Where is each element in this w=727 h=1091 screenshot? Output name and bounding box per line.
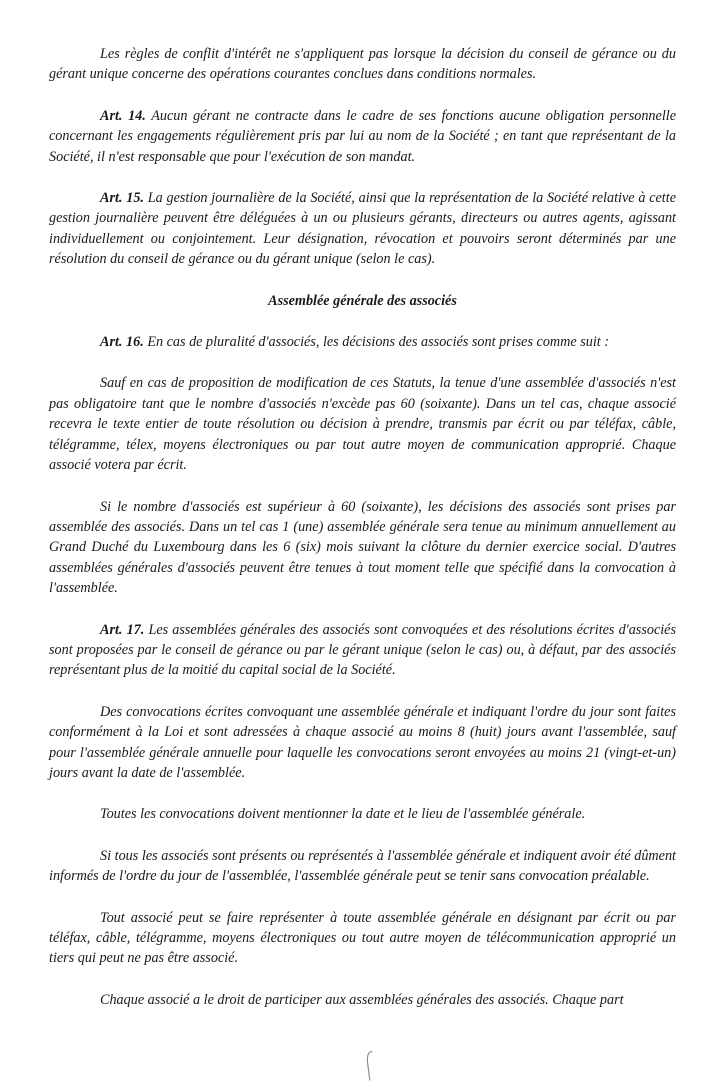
handwritten-mark: [364, 1050, 374, 1082]
article-label: Art. 14.: [100, 107, 146, 124]
article-label: Art. 16.: [100, 334, 144, 351]
article-label: Art. 15.: [100, 190, 144, 207]
paragraph-text: En cas de pluralité d'associés, les décisions des associés sont prises comme suit :: [143, 334, 610, 351]
article-label: Art. 17.: [100, 621, 145, 638]
section-heading: Assemblée générale des associés: [268, 292, 457, 309]
paragraph-text: Aucun gérant ne contracte dans le cadre de ses fonctions aucune obligation personnelle concernant les engagements régulièrement pris par lui au nom de la Société ; en tant que représentant de la Société, il n'est responsable que pour l'exécution de son mandat.: [49, 107, 676, 165]
paragraph-art-14: [49, 106, 676, 167]
paragraph-art-15: [49, 188, 676, 270]
paragraph-text: Si le nombre d'associés est supérieur à 60 (soixante), les décisions des associés sont prises par assemblée des associés. Dans un tel cas 1 (une) assemblée générale sera tenue au minimum annuellement au Grand Duché du Luxembourg dans les 6 (six) mois suivant la clôture du dernier exercice social. D'autres assemblées générales d'associés peuvent être tenues à tout moment telle que spécifié dans la convocation à l'assemblée.: [49, 498, 676, 597]
paragraph-convocation-content: [49, 804, 676, 824]
paragraph-text: Les règles de conflit d'intérêt ne s'appliquent pas lorsque la décision du conseil de gérance ou du gérant unique concerne des opérations courantes conclues dans conditions normales.: [49, 46, 676, 83]
paragraph-text: Si tous les associés sont présents ou représentés à l'assemblée générale et indiquent avoir été dûment informés de l'ordre du jour de l'assemblée, l'assemblée générale peut se tenir sans convocation préalable.: [49, 847, 676, 885]
paragraph-text: Tout associé peut se faire représenter à toute assemblée générale en désignant par écrit ou par téléfax, câble, télégramme, moyens électroniques ou tout autre moyen de télécommunication approprié un tiers qui peut ne pas être associé.: [49, 909, 676, 967]
paragraph-text: La gestion journalière de la Société, ainsi que la représentation de la Société relative à cette gestion journalière peuvent être déléguées à un ou plusieurs gérants, directeurs ou autres agents, agissant individuellement ou conjointement. Leur désignation, révocation et pouvoirs seront déterminés par une résolution du conseil de gérance ou du gérant unique (selon le cas).: [49, 190, 676, 268]
paragraph-text: Les assemblées générales des associés sont convoquées et des résolutions écrites d'associés sont proposées par le conseil de gérance ou par le gérant unique (selon le cas) ou, à défaut, par des associés représentant plus de la moitié du capital social de la Société.: [49, 621, 676, 679]
paragraph-conflict-rules: [49, 44, 676, 85]
paragraph-annual-meeting: [49, 497, 676, 599]
paragraph-art-17: [49, 620, 676, 681]
paragraph-without-convocation: [49, 846, 676, 887]
paragraph-representation: [49, 908, 676, 969]
paragraph-text: Toutes les convocations doivent mentionner la date et le lieu de l'assemblée générale.: [100, 806, 586, 823]
paragraph-text: Sauf en cas de proposition de modification de ces Statuts, la tenue d'une assemblée d'associés n'est pas obligatoire tant que le nombre d'associés n'excède pas 60 (soixante). Dans un tel cas, chaque associé recevra le texte entier de toute résolution ou décision à prendre, transmis par écrit ou par téléfax, câble, télégramme, télex, moyens électroniques ou par tout autre moyen de communication approprié. Chaque associé votera par écrit.: [49, 375, 676, 474]
paragraph-art-16: [49, 332, 676, 352]
paragraph-written-vote: [49, 373, 676, 475]
document-page: [49, 44, 676, 1031]
paragraph-participation: [49, 990, 676, 1010]
paragraph-text: Des convocations écrites convoquant une assemblée générale et indiquant l'ordre du jour sont faites conformément à la Loi et sont adressées à chaque associé au moins 8 (huit) jours avant l'assemblée, sauf pour l'assemblée générale annuelle pour laquelle les convocations seront envoyées au moins 21 (vingt-et-un) jours avant la date de l'assemblée.: [49, 703, 676, 781]
paragraph-text: Chaque associé a le droit de participer aux assemblées générales des associés. Chaque part: [100, 991, 624, 1008]
paragraph-convocations: [49, 702, 676, 784]
